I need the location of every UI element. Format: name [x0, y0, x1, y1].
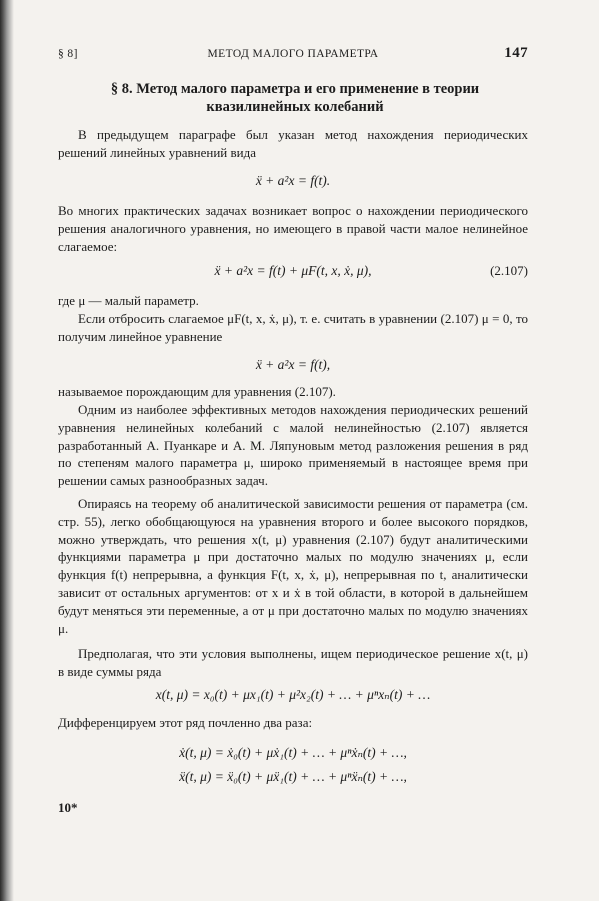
paragraph-3: где μ — малый параметр.: [58, 293, 199, 308]
equation-6: ẍ(t, μ) = ẍ₀(t) + μẍ₁(t) + … + μⁿẍₙ(t) + …,: [179, 769, 407, 784]
section-title: § 8. Метод малого параметра и его применение в теории квазилинейных колебаний: [110, 81, 480, 115]
equation-1: ẍ + a²x = f(t).: [255, 173, 331, 188]
running-title: МЕТОД МАЛОГО ПАРАМЕТРА: [207, 48, 379, 60]
equation-4: x(t, μ) = x₀(t) + μx₁(t) + μ²x₂(t) + … + μⁿxₙ(t) + …: [155, 687, 431, 702]
equation-2: [58, 262, 528, 280]
paragraph-5: называемое порождающим для уравнения (2.107).: [58, 384, 336, 399]
paragraph-8: Предполагая, что эти условия выполнены, ищем периодическое решение x(t, μ) в виде суммы ряда: [58, 646, 528, 679]
paragraph-9: Дифференцируем этот ряд почленно два раза:: [58, 715, 313, 730]
equation-3: ẍ + a²x = f(t),: [255, 357, 331, 372]
signature-mark: 10*: [58, 800, 78, 815]
paragraph-1: В предыдущем параграфе был указан метод нахождения периодических решений линейных уравнений вида: [58, 127, 528, 160]
paragraph-4: Если отбросить слагаемое μF(t, x, ẋ, μ), т. е. считать в уравнении (2.107) μ = 0, то получим линейное уравнение: [58, 311, 528, 344]
scan-edge-shadow: [0, 0, 14, 901]
page-number: 147: [504, 45, 528, 61]
running-head: [58, 45, 528, 64]
section-marker: § 8]: [58, 48, 78, 60]
equation-2-body: ẍ + a²x = f(t) + μF(t, x, ẋ, μ),: [214, 263, 372, 278]
equation-2-number: (2.107): [490, 263, 528, 278]
equation-5: ẋ(t, μ) = ẋ₀(t) + μẋ₁(t) + … + μⁿẋₙ(t) + …,: [179, 745, 407, 760]
paragraph-7: Опираясь на теорему об аналитической зависимости решения от параметра (см. стр. 55), легко обобщающуюся на уравнения второго и более высокого порядков, можно утверждать, что решения x(t, μ) уравнения (2.107) будут аналитическими функциями параметра μ при достаточно малых по модулю значениях μ, если функция f(t) непрерывна, а функция F(t, x, ẋ, μ), непрерывная по t, аналитически зависит от остальных аргументов: от x и ẋ в той области, в которой в дальнейшем будут меняться эти переменные, а от μ при достаточно малых по модулю значениях μ.: [58, 496, 528, 636]
paragraph-6: Одним из наиболее эффективных методов нахождения периодических решений уравнения нелинейных колебаний с малой нелинейностью (2.107) является разработанный А. Пуанкаре и А. М. Ляпуновым метод разложения решения в ряд по степеням малого параметра μ, широко применяемый в настоящее время при решении самых разнообразных задач.: [58, 402, 528, 489]
paragraph-2: Во многих практических задачах возникает вопрос о нахождении периодического решения аналогичного уравнения, но имеющего в правой части малое нелинейное слагаемое:: [58, 203, 528, 254]
